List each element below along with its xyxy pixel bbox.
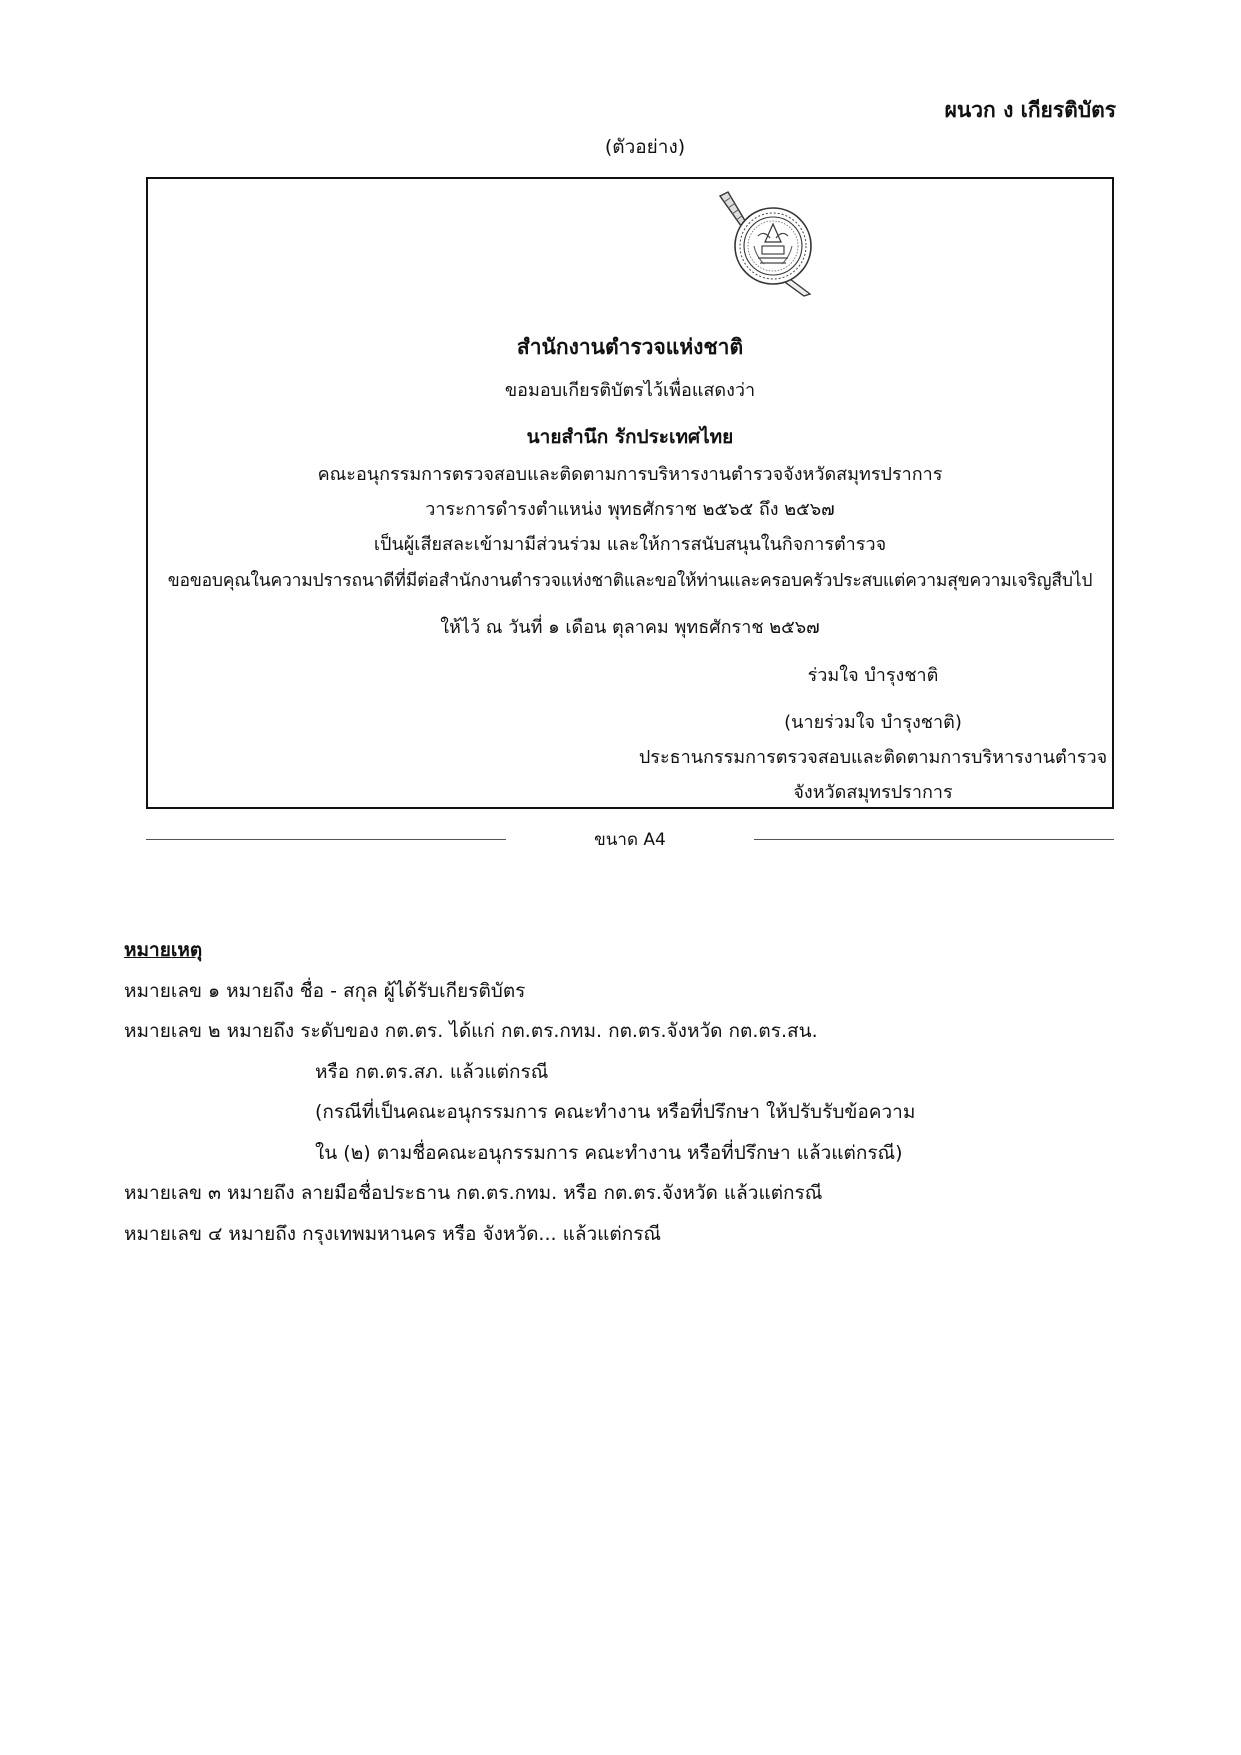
term-line: วาระการดำรงตำแหน่ง พุทธศักราช ๒๕๖๕ ถึง ๒๕๖๗ <box>425 499 835 520</box>
appendix-title: ผนวก ง เกียรติบัตร <box>944 98 1116 122</box>
signature: ร่วมใจ บำรุงชาติ <box>807 665 939 686</box>
signatory-name: (นายร่วมใจ บำรุงชาติ) <box>784 712 962 733</box>
signatory-province: จังหวัดสมุทรปราการ <box>793 782 953 803</box>
organization-title: สำนักงานตำรวจแห่งชาติ <box>516 335 744 359</box>
note-item-3: หมายเลข ๓ หมายถึง ลายมือชื่อประธาน กต.ตร.กทม. หรือ กต.ตร.จังหวัด แล้วแต่กรณี <box>124 1182 823 1204</box>
note-item-2-remark: (กรณีที่เป็นคณะอนุกรรมการ คณะทำงาน หรือที่ปรึกษา ให้ปรับรับข้อความ <box>315 1101 916 1123</box>
note-item-2-remark-cont: ใน (๒) ตามชื่อคณะอนุกรรมการ คณะทำงาน หรือที่ปรึกษา แล้วแต่กรณี) <box>315 1141 903 1164</box>
note-item-4: หมายเลข ๔ หมายถึง กรุงเทพมหานคร หรือ จังหวัด... แล้วแต่กรณี <box>124 1222 662 1245</box>
note-item-2-cont: หรือ กต.ตร.สภ. แล้วแต่กรณี <box>315 1060 549 1083</box>
recipient-name: นายสำนึก รักประเทศไทย <box>526 426 734 448</box>
notes-heading: หมายเหตุ <box>124 939 203 961</box>
certificate-intro: ขอมอบเกียรติบัตรไว้เพื่อแสดงว่า <box>504 380 756 401</box>
note-item-1: หมายเลข ๑ หมายถึง ชื่อ - สกุล ผู้ได้รับเกียรติบัตร <box>124 979 526 1002</box>
paper-size-label: ขนาด A4 <box>594 830 666 850</box>
thanks-line: ขอขอบคุณในความปรารถนาดีที่มีต่อสำนักงานตำรวจแห่งชาติและขอให้ท่านและครอบครัวประสบแต่ความสุขความเจริญสืบไป <box>167 571 1093 591</box>
size-rule-left <box>146 839 506 840</box>
signatory-position: ประธานกรรมการตรวจสอบและติดตามการบริหารงานตำรวจ <box>638 747 1108 768</box>
issue-date: ให้ไว้ ณ วันที่ ๑ เดือน ตุลาคม พุทธศักราช ๒๕๖๗ <box>440 617 820 638</box>
notes-section <box>124 930 915 1254</box>
committee-line: คณะอนุกรรมการตรวจสอบและติดตามการบริหารงานตำรวจจังหวัดสมุทรปราการ <box>317 464 943 485</box>
certificate-frame <box>146 177 1114 809</box>
size-rule-right <box>754 839 1114 840</box>
example-label: (ตัวอย่าง) <box>604 136 686 158</box>
police-emblem-icon <box>698 184 838 299</box>
note-item-2: หมายเลข ๒ หมายถึง ระดับของ กต.ตร. ได้แก่ กต.ตร.กทม. กต.ตร.จังหวัด กต.ตร.สน. <box>124 1020 818 1042</box>
contribution-line: เป็นผู้เสียสละเข้ามามีส่วนร่วม และให้การสนับสนุนในกิจการตำรวจ <box>373 534 887 555</box>
